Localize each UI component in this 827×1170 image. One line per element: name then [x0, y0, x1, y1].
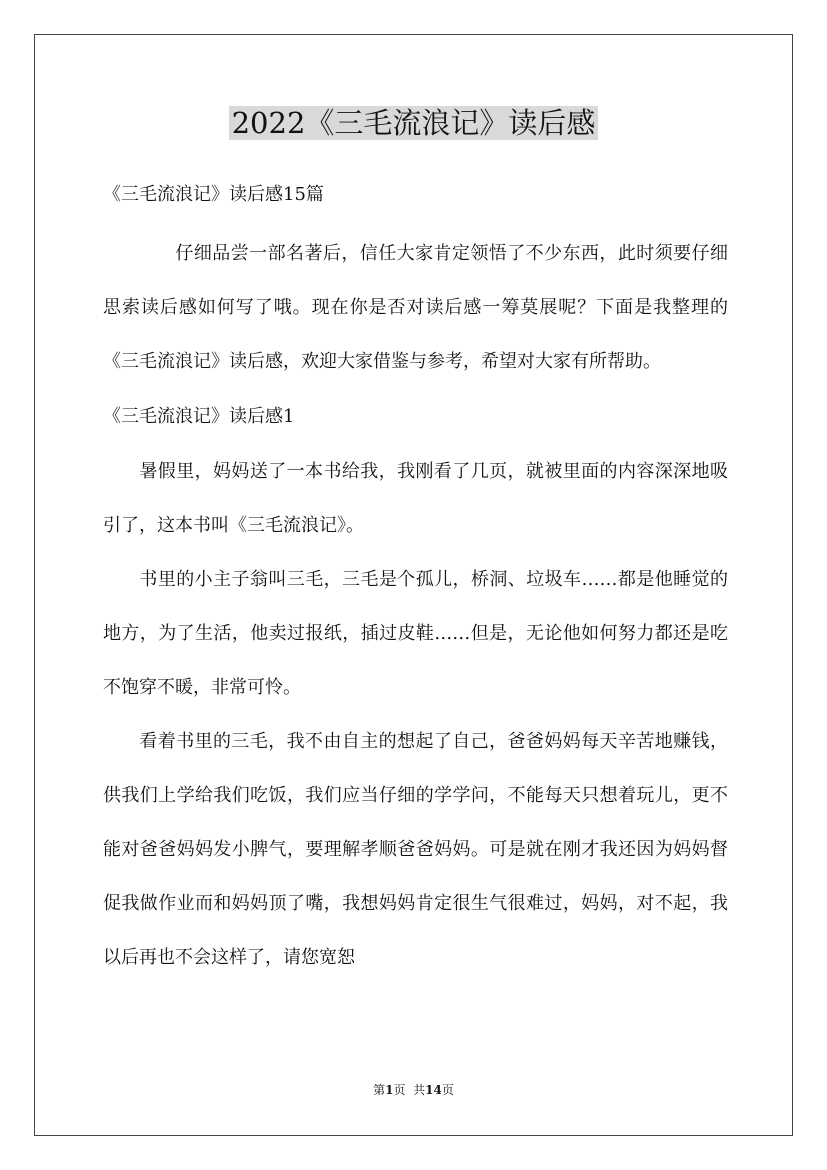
document-subtitle: 《三毛流浪记》读后感15篇 [103, 184, 324, 205]
body-paragraph-3 [103, 715, 728, 985]
intro-paragraph [103, 227, 728, 389]
document-title [0, 102, 827, 144]
body-paragraph-3-text: 看着书里的三毛，我不由自主的想起了自己，爸爸妈妈每天辛苦地赚钱，供我们上学给我们吃饭，我们应当仔细的学学问，不能每天只想着玩儿，更不能对爸爸妈妈发小脾气，要理解孝顺爸爸妈妈。可是就在刚才我还因为妈妈督促我做作业而和妈妈顶了嘴，我想妈妈肯定很生气很难过，妈妈，对不起，我以后再也不会这样了，请您宽恕 [103, 731, 728, 968]
footer-prefix: 第 [373, 1083, 386, 1097]
intro-text: 仔细品尝一部名著后，信任大家肯定领悟了不少东西，此时须要仔细思索读后感如何写了哦。现在你是否对读后感一筹莫展呢？下面是我整理的《三毛流浪记》读后感，欢迎大家借鉴与参考，希望对大家有所帮助。 [103, 243, 728, 372]
body-paragraph-1-text: 暑假里，妈妈送了一本书给我，我刚看了几页，就被里面的内容深深地吸引了，这本书叫《三毛流浪记》。 [103, 461, 728, 536]
footer-total-pages: 14 [425, 1083, 442, 1097]
footer-suffix: 页 [441, 1083, 454, 1097]
body-paragraph-2 [103, 553, 728, 715]
footer-middle: 页 共 [393, 1083, 426, 1097]
document-body [103, 175, 728, 985]
section-heading: 《三毛流浪记》读后感1 [103, 406, 295, 427]
page-footer [0, 1082, 827, 1098]
document-title-text: 2022《三毛流浪记》读后感 [229, 106, 599, 140]
body-paragraph-2-text: 书里的小主子翁叫三毛，三毛是个孤儿，桥洞、垃圾车……都是他睡觉的地方，为了生活，他卖过报纸，插过皮鞋……但是，无论他如何努力都还是吃不饱穿不暖，非常可怜。 [103, 569, 728, 698]
body-paragraph-1 [103, 445, 728, 553]
footer-current-page: 1 [385, 1083, 394, 1097]
